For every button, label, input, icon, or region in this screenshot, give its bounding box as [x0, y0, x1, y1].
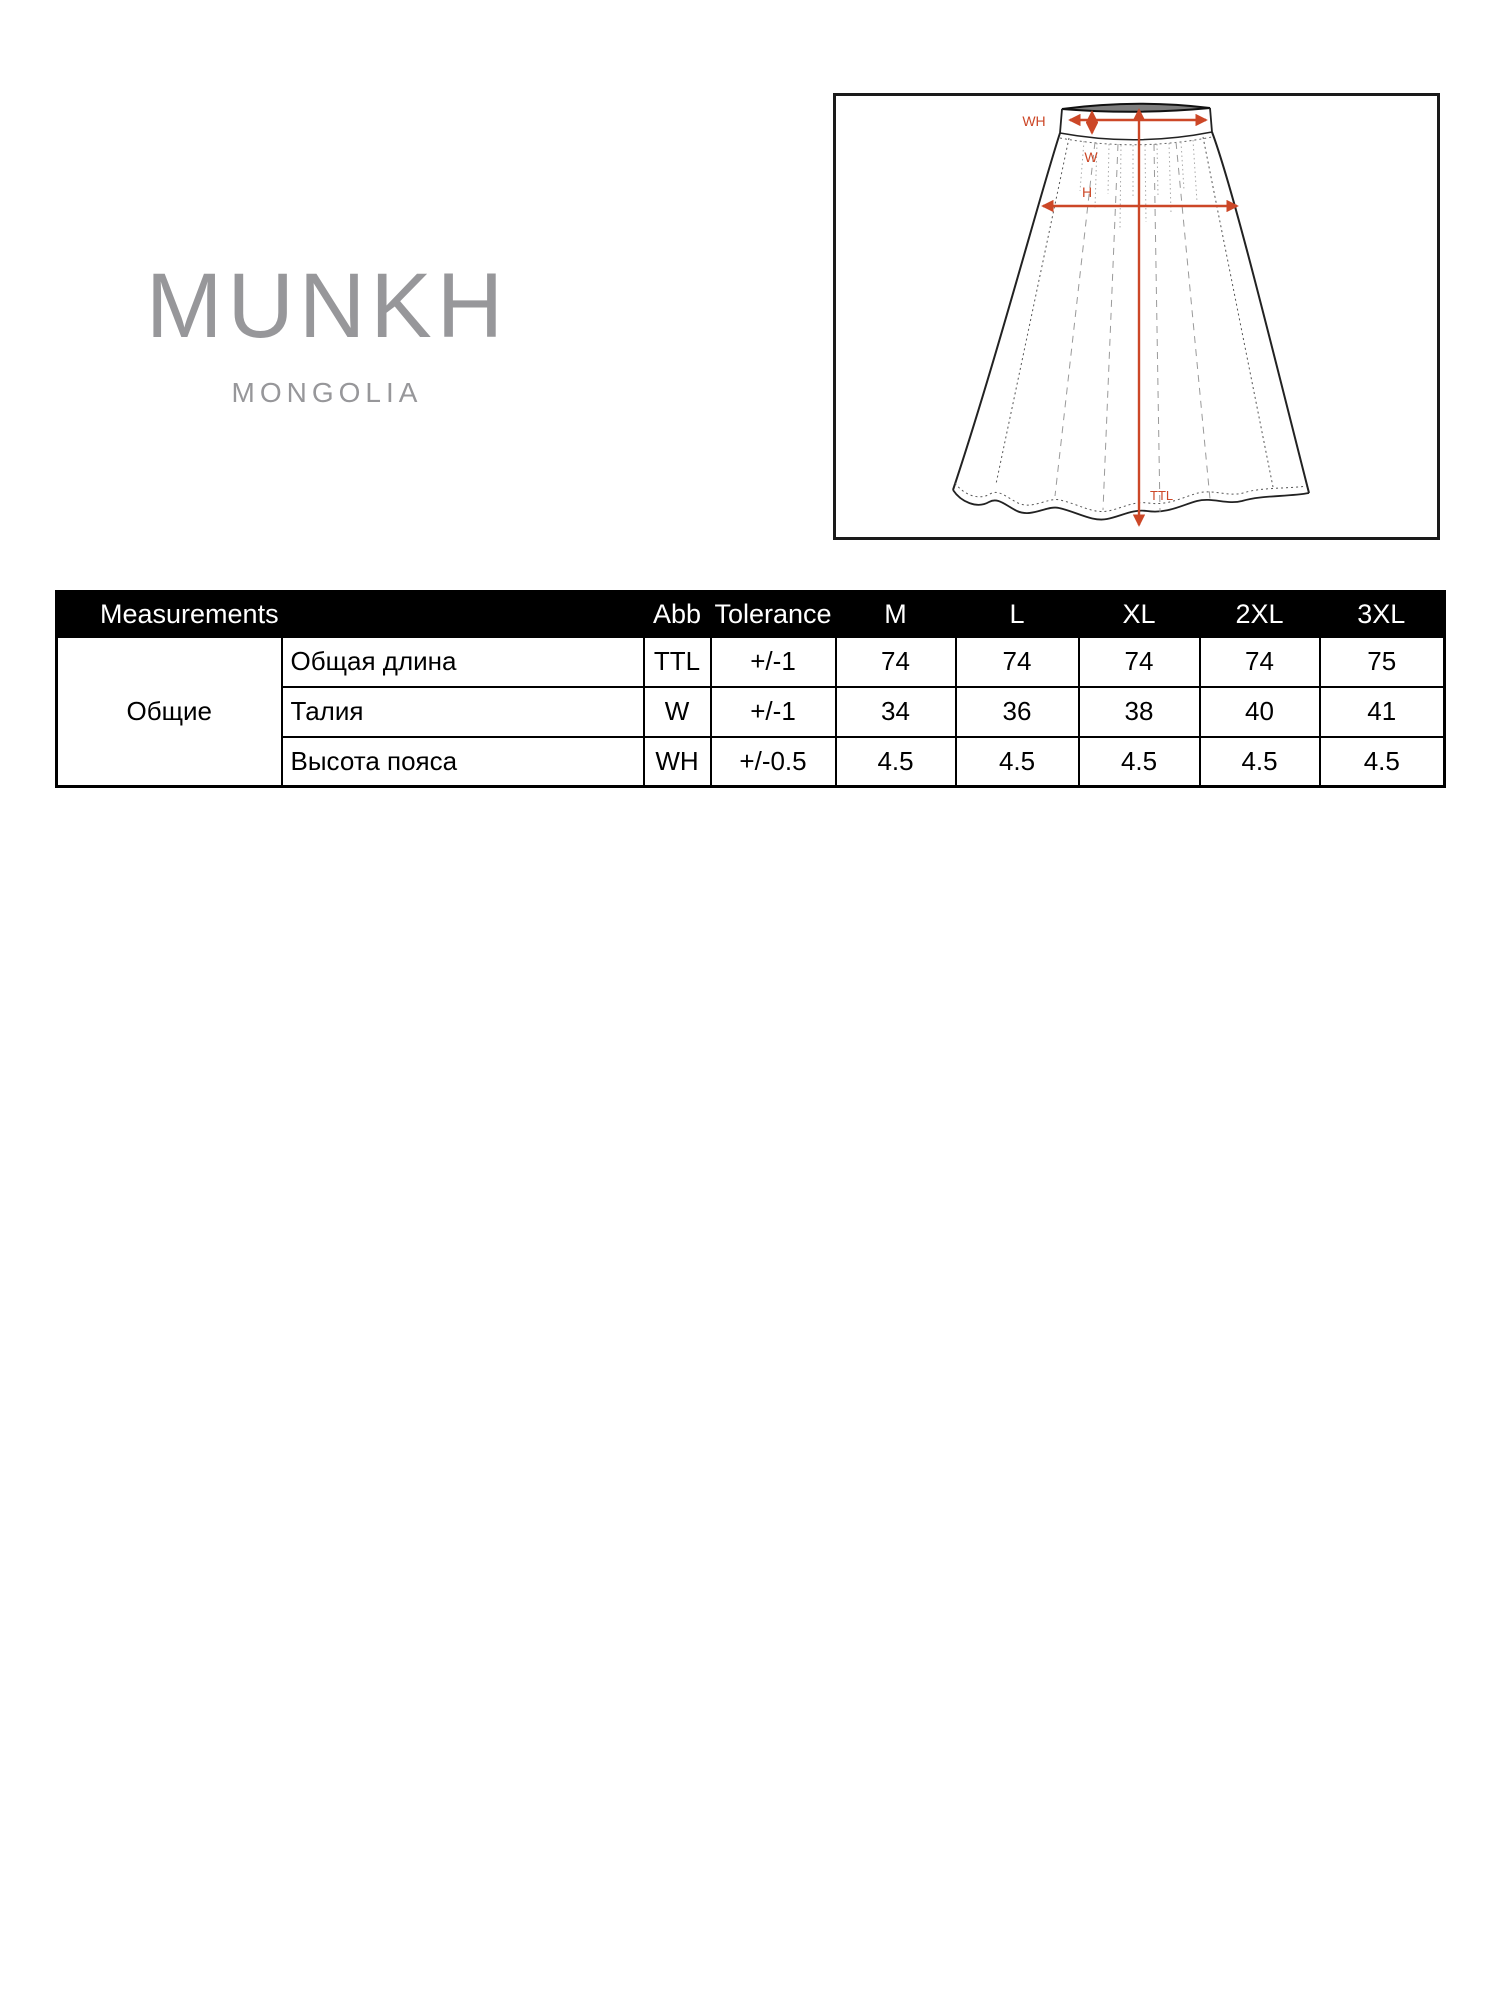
- value-l: 36: [956, 687, 1079, 737]
- value-xl: 74: [1079, 637, 1200, 687]
- row-name: Высота пояса: [282, 737, 644, 787]
- value-xl: 4.5: [1079, 737, 1200, 787]
- skirt-sketch: [953, 104, 1309, 520]
- value-m: 4.5: [836, 737, 956, 787]
- value-m: 74: [836, 637, 956, 687]
- header-measurements: Measurements: [57, 592, 644, 637]
- brand-logo: [77, 255, 577, 409]
- skirt-hem: [953, 490, 1309, 520]
- brand-subtitle: MONGOLIA: [231, 376, 423, 408]
- header-size-xl: XL: [1079, 592, 1200, 637]
- row-abb: W: [644, 687, 711, 737]
- value-2xl: 40: [1200, 687, 1320, 737]
- value-3xl: 41: [1320, 687, 1445, 737]
- measurement-labels: [1022, 113, 1173, 503]
- label-h: H: [1081, 184, 1093, 200]
- value-m: 34: [836, 687, 956, 737]
- table-row: [57, 637, 1445, 687]
- header-size-3xl: 3XL: [1320, 592, 1445, 637]
- group-label: Общие: [57, 637, 282, 787]
- label-ttl: TTL: [1150, 488, 1174, 503]
- value-l: 74: [956, 637, 1079, 687]
- skirt-right-edge: [1212, 132, 1309, 493]
- row-tolerance: +/-1: [711, 637, 836, 687]
- header-size-m: M: [836, 592, 956, 637]
- header-tolerance: Tolerance: [711, 592, 836, 637]
- row-name: Талия: [282, 687, 644, 737]
- header-abb: Abb: [644, 592, 711, 637]
- label-wh: WH: [1022, 113, 1046, 129]
- row-name: Общая длина: [282, 637, 644, 687]
- skirt-diagram-box: [833, 93, 1440, 540]
- row-abb: WH: [644, 737, 711, 787]
- value-2xl: 74: [1200, 637, 1320, 687]
- table-header-row: [57, 592, 1445, 637]
- skirt-left-edge: [953, 133, 1060, 490]
- row-abb: TTL: [644, 637, 711, 687]
- value-2xl: 4.5: [1200, 737, 1320, 787]
- header-size-2xl: 2XL: [1200, 592, 1320, 637]
- header-size-l: L: [956, 592, 1079, 637]
- label-w: W: [1084, 149, 1098, 165]
- brand-name: MUNKH: [145, 255, 509, 357]
- hem-stitch-line: [955, 483, 1307, 512]
- value-xl: 38: [1079, 687, 1200, 737]
- row-tolerance: +/-0.5: [711, 737, 836, 787]
- row-tolerance: +/-1: [711, 687, 836, 737]
- value-3xl: 4.5: [1320, 737, 1445, 787]
- size-table: [55, 590, 1446, 788]
- value-l: 4.5: [956, 737, 1079, 787]
- skirt-diagram: [836, 96, 1437, 537]
- waistband-top-edge: [1062, 104, 1210, 112]
- measurement-arrows: [1043, 110, 1237, 525]
- value-3xl: 75: [1320, 637, 1445, 687]
- waistband-seam: [1060, 132, 1212, 140]
